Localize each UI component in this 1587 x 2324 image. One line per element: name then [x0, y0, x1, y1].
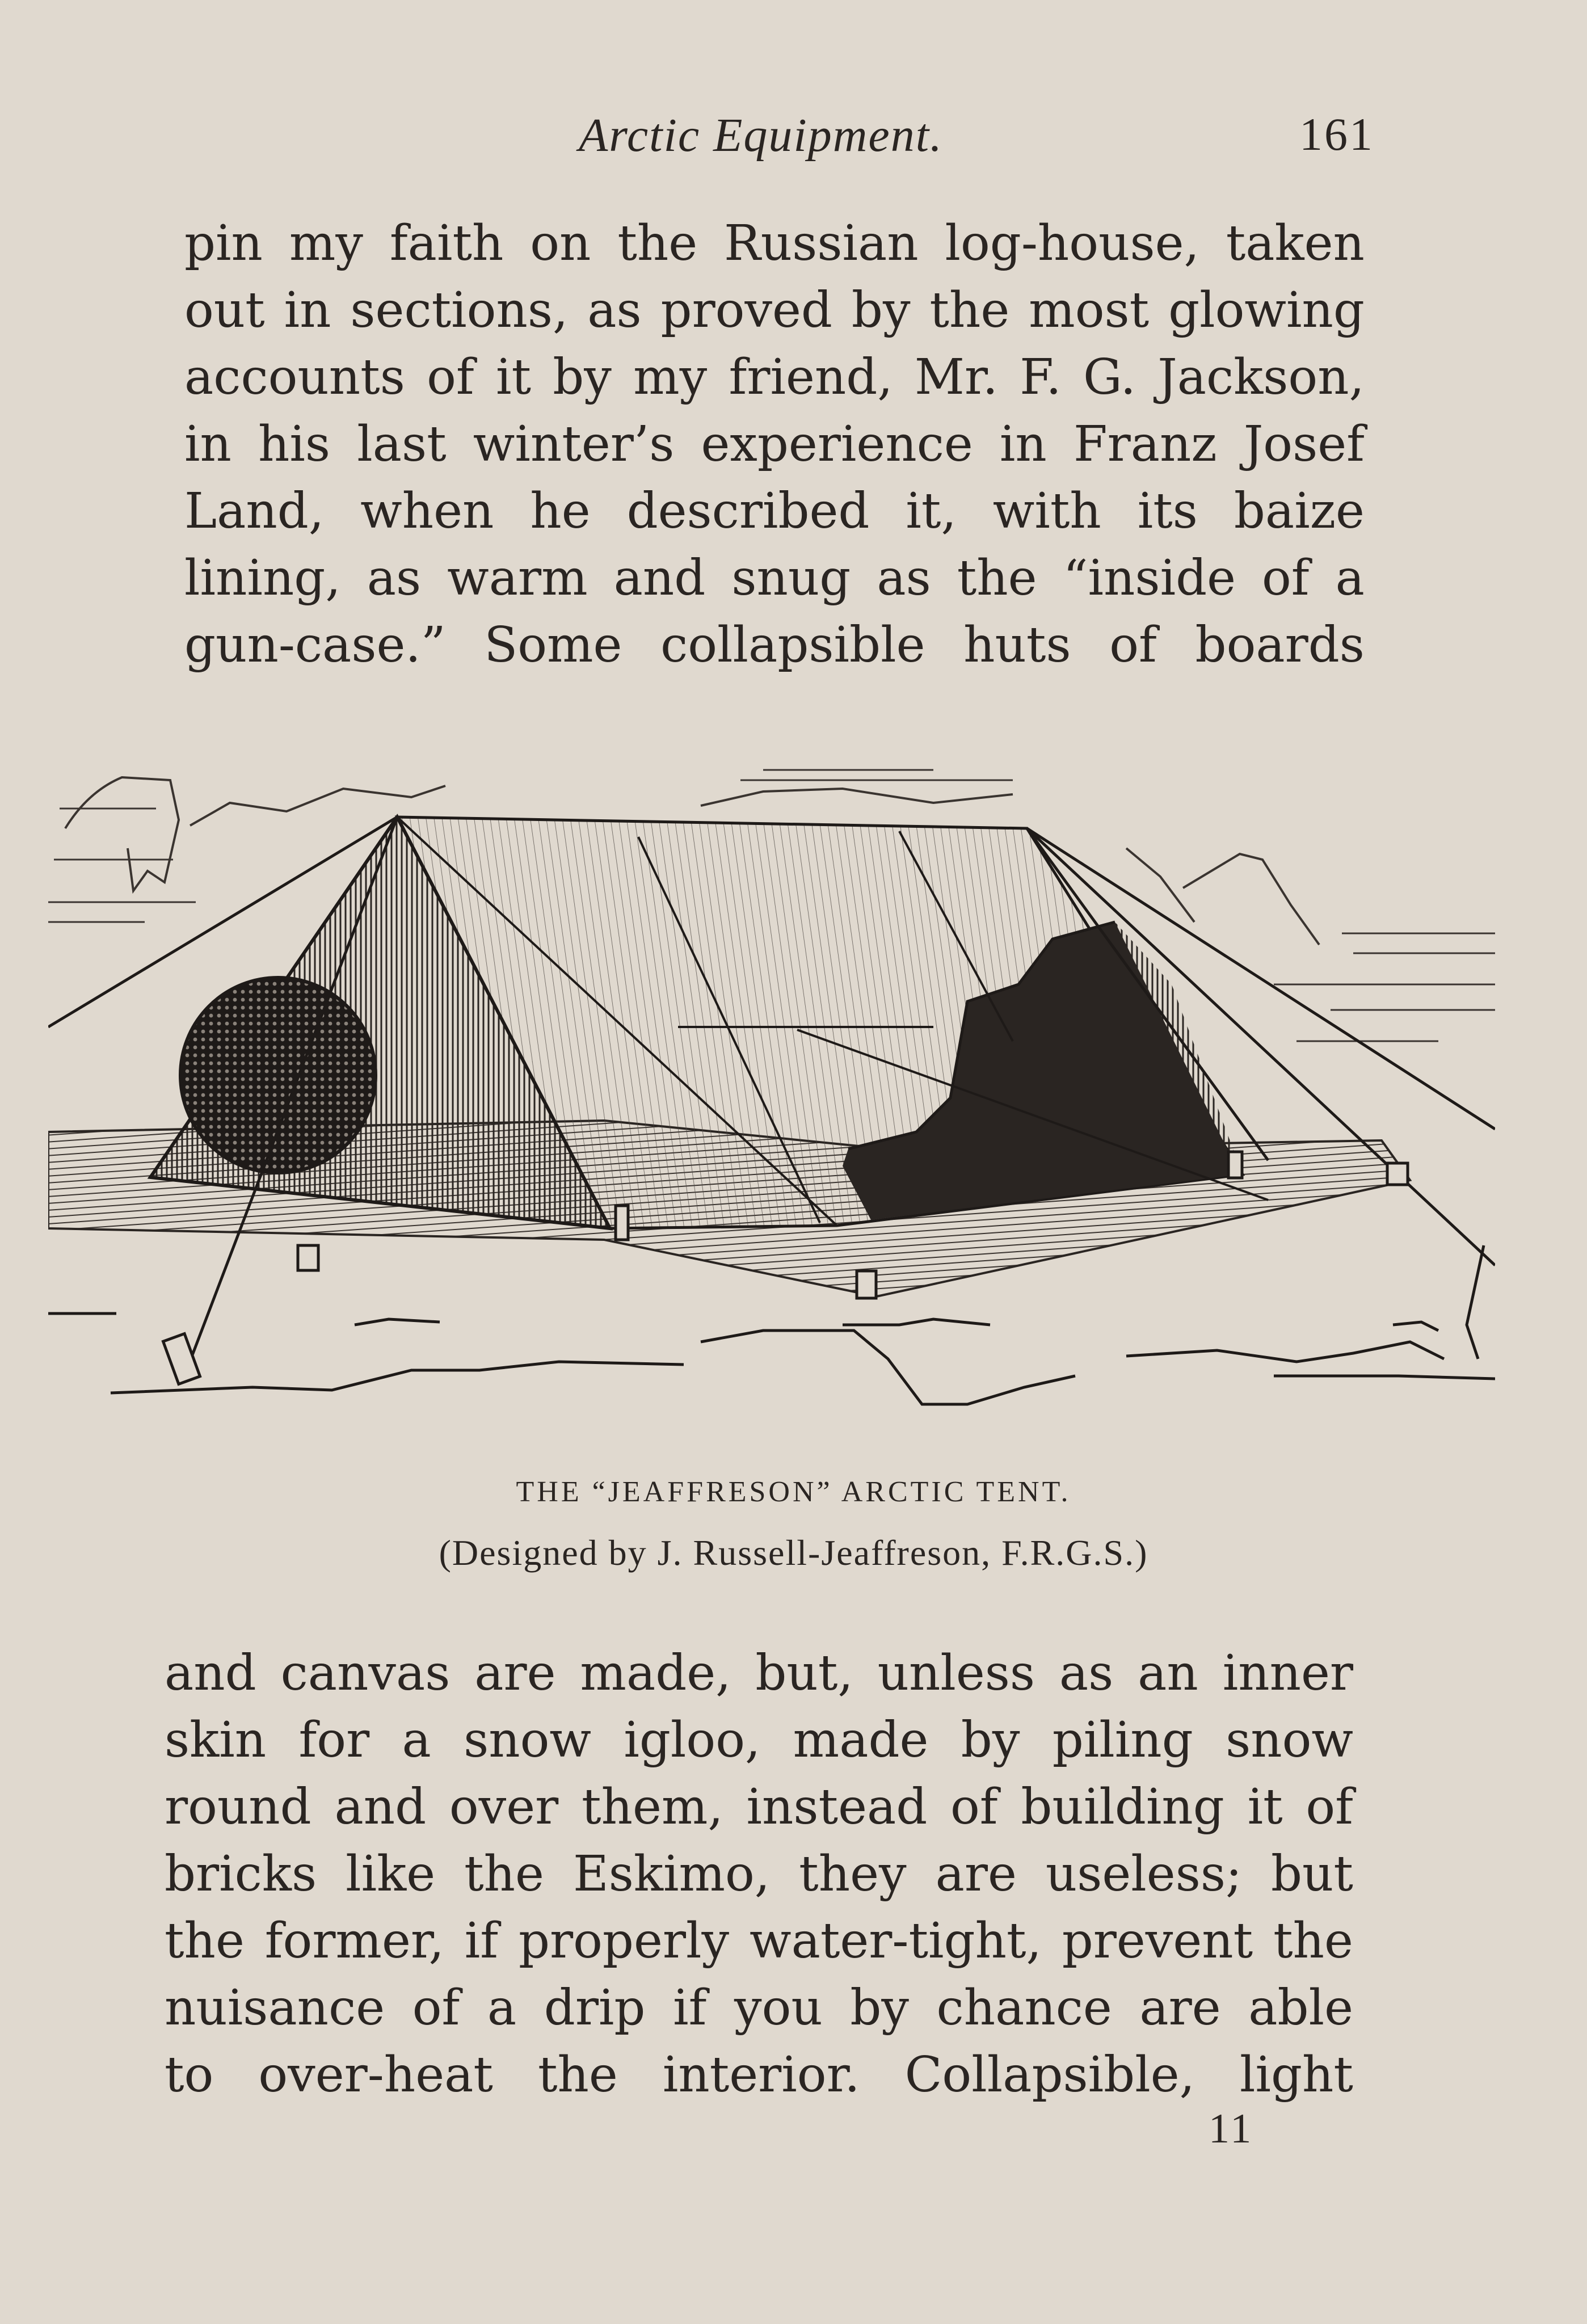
text-line: Land, when he described it, with its baize	[184, 483, 1365, 540]
round-ventilator-window	[180, 978, 376, 1173]
figure-caption-title: THE “JEAFFRESON” ARCTIC TENT.	[516, 1476, 1071, 1508]
text-line: pin my faith on the Russian log-house, taken	[184, 215, 1365, 272]
text-line: skin for a snow igloo, made by piling snow	[165, 1712, 1353, 1769]
text-line: round and over them, instead of building it of	[165, 1779, 1353, 1835]
running-title: Arctic Equipment.	[579, 109, 944, 162]
text-line: the former, if properly water-tight, prevent the	[165, 1913, 1353, 1969]
text-line: gun-case.” Some collapsible huts of boards	[184, 617, 1365, 673]
text-line: out in sections, as proved by the most glowing	[184, 282, 1365, 339]
text-line: in his last winter’s experience in Franz Josef	[184, 416, 1365, 473]
arctic-tent-illustration	[48, 757, 1495, 1450]
page-header	[0, 108, 1587, 170]
text-line: accounts of it by my friend, Mr. F. G. Jackson,	[184, 349, 1365, 406]
upper-paragraph	[184, 210, 1365, 679]
signature-mark: 11	[1209, 2106, 1254, 2152]
lower-paragraph	[165, 1640, 1353, 2108]
text-line: and canvas are made, but, unless as an inner	[165, 1645, 1353, 1702]
text-line: nuisance of a drip if you by chance are able	[165, 1980, 1353, 2036]
page-number: 161	[1299, 108, 1374, 160]
text-line: lining, as warm and snug as the “inside of a	[184, 550, 1365, 607]
figure-caption-credit: (Designed by J. Russell-Jeaffreson, F.R.G.S.)	[439, 1533, 1148, 1573]
text-line: to over-heat the interior. Collapsible, light	[165, 2047, 1353, 2103]
text-line: bricks like the Eskimo, they are useless; but	[165, 1846, 1353, 1902]
